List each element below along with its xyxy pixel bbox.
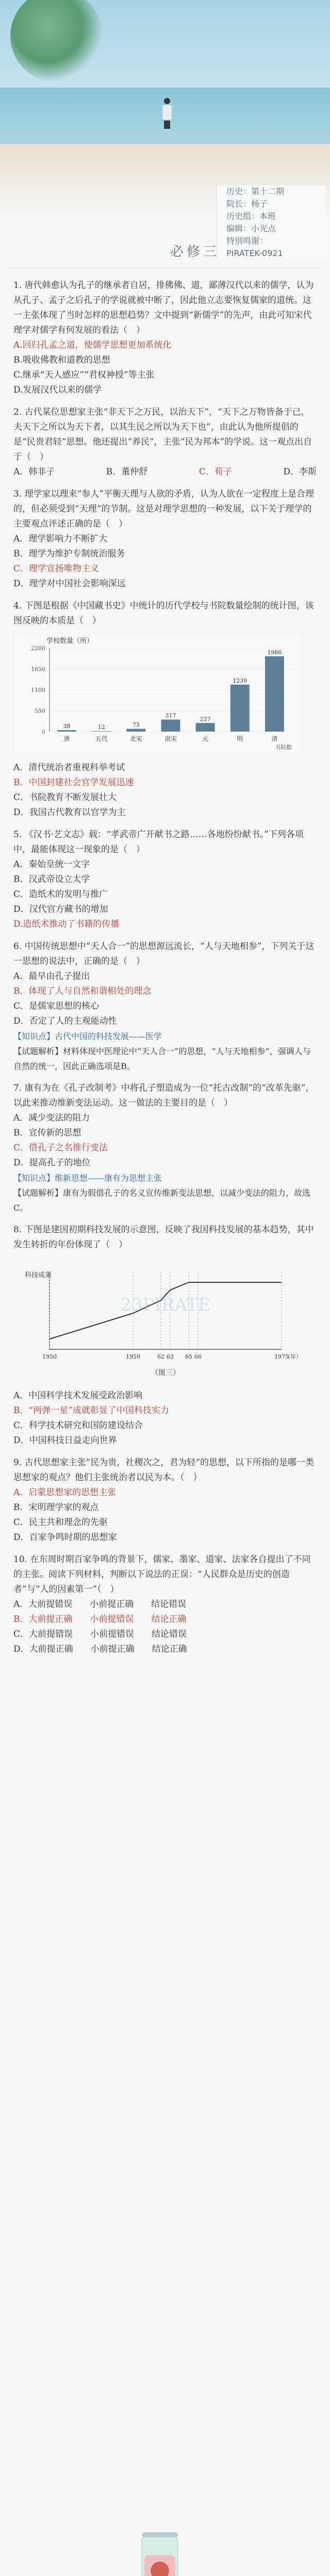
meta-row: 特别鸣谢： <box>226 236 268 246</box>
x-tick-label: 1950 <box>42 1353 57 1360</box>
answer-option: D．否定了人的主观能动性 <box>13 1016 117 1026</box>
question-stem <box>13 1223 317 1252</box>
question-number: 2. <box>13 407 22 417</box>
x-tick-label: 元 <box>202 735 209 742</box>
answer-option: D．理学对中国社会影响深远 <box>13 579 126 589</box>
knowledge-point: 【知识点】维新思想——康有为思想主张 <box>13 1173 162 1183</box>
knowledge-point: 【知识点】古代中国的科技发展——医学 <box>13 1031 162 1041</box>
bar <box>57 730 76 732</box>
question-text: 理学家以理来“参人”平衡天理与人欲的矛盾，认为人欲在一定程度上是合理的，但必须受到“天理”的节制。这是对理学思想的一种发展，以下关于理学的主要观点评述正确的是（ ） <box>13 489 315 529</box>
answer-option: B．“两弹一星”成就彰显了中国科技实力 <box>13 1405 169 1416</box>
issue-meta <box>217 185 325 258</box>
section-title: 必修三 <box>170 244 220 260</box>
questions-content <box>13 278 317 1664</box>
meta-row: PIRATEK-0921 <box>226 248 283 258</box>
question-text: 古代某位思想家主张“非天下之万民，以治天下”，“天下之万物皆备于己，夫天下之所以为天下者，以其生民之所以为天下也”，由此认为他所提倡的是“民贵君轻”思想。他还提出“养民”，主张“民为邦本”的学说。这一观点出自于（ ） <box>13 407 312 462</box>
answer-option: B．宋明理学家的观点 <box>13 1502 99 1513</box>
chart-frame <box>13 634 302 752</box>
bar <box>126 729 145 732</box>
bar <box>230 685 250 732</box>
answer-option: A．清代统治者重视科举考试 <box>13 762 125 773</box>
bar-value-label: 1986 <box>267 649 282 656</box>
answer-option: B.吸收佛教和道教的思想 <box>13 355 110 365</box>
answer-option: B．大前提正确 小前提错误 结论正确 <box>13 1614 187 1624</box>
answer-option: D．中国科技日益走向世界 <box>13 1435 117 1446</box>
x-tick-label: 五代 <box>95 735 108 742</box>
y-tick-label: 2200 <box>31 645 45 652</box>
question-number: 4. <box>13 601 22 611</box>
line-chart-svg <box>13 1257 302 1380</box>
question-text: 下图是根据《中国藏书史》中统计的历代学校与书院数量绘制的统计图，该图反映的本质是（ ） <box>13 601 314 626</box>
answer-option: D．我国古代教育以官学为主 <box>13 807 126 818</box>
question-number: 9. <box>13 1458 22 1468</box>
question-4 <box>13 599 317 820</box>
answer-option: C．民主共和理念的先驱 <box>13 1517 108 1528</box>
x-tick-label: 65 <box>185 1353 192 1360</box>
question-text: 康有为在《孔子改制考》中将孔子塑造成为一位“托古改制”的“改革先驱”，以此来推动维新变法运动。这一做法的主要目的是（ ） <box>13 1083 315 1108</box>
meta-row: 编辑：小光点 <box>226 224 276 233</box>
x-tick-label: 南宋 <box>164 735 177 742</box>
bar-value-label: 227 <box>200 716 211 723</box>
question-number: 8. <box>13 1225 22 1235</box>
series-label: 书院数 <box>275 744 292 751</box>
question-stem <box>13 278 317 338</box>
answer-option: A．秦始皇统一文字 <box>13 859 90 870</box>
answer-option: B．体现了人与自然和谐相处的理念 <box>13 986 152 996</box>
figure-caption: （图三） <box>151 1369 180 1377</box>
question-1 <box>13 278 317 398</box>
x-unit-label: （年） <box>285 1353 302 1360</box>
answer-option: D．百家争鸣时期的思想家 <box>13 1532 117 1543</box>
question-stem <box>13 487 317 532</box>
line-chart <box>13 1257 317 1385</box>
question-number: 6. <box>13 941 22 952</box>
bar <box>196 723 215 732</box>
question-text: 《汉书·艺文志》载：“孝武帝广开献书之路……各地纷纷献书。”下列各项中，最能体现这一现象的是（ ） <box>13 829 304 855</box>
question-8 <box>13 1223 317 1448</box>
question-text: 唐代韩愈认为孔子的继承者自居，排佛佛、道，鄙薄汉代以来的儒学，认为从孔子、孟子之后孔子的学说就被中断了，因此他立志要恢复儒家的道统。这一主张体现了当时怎样的思想趋势？文中提到“新儒学”的先声，由此可知宋代理学对儒学有何发展的看法（ ） <box>13 280 314 335</box>
answer-option: C．科学技术研究和国防建设结合 <box>13 1420 143 1431</box>
answer-option: D．大前提正确 小前提正确 结论正确 <box>13 1644 187 1654</box>
bar-value-label: 38 <box>63 723 71 730</box>
question-5 <box>13 827 317 932</box>
y-tick-label: 1100 <box>31 687 45 693</box>
x-tick-label: 明 <box>237 735 243 742</box>
answer-note: D.造纸术推动了书籍的传播 <box>13 919 120 929</box>
x-tick-label: 62 <box>157 1353 164 1360</box>
bar-chart-svg <box>13 634 302 752</box>
analysis-text: 【试题解析】康有为假借孔子的名义宣传维新变法思想，以减少变法的阻力，故选C。 <box>13 1188 311 1213</box>
answer-option: C．造纸术的发明与推广 <box>13 889 108 900</box>
answer-option: C．理学宣扬唯物主义 <box>13 564 100 574</box>
bar <box>265 656 284 732</box>
question-stem <box>13 827 317 857</box>
answer-option: C．荀子 <box>199 467 232 477</box>
answer-option: B．董仲舒 <box>106 467 148 477</box>
question-2 <box>13 405 317 480</box>
question-text: 中国传统思想中“天人合一”的思想源远流长，“人与天地相参”，下列关于这一思想的说法中，正确的是（ ） <box>13 941 315 967</box>
palm-tree-illustration <box>10 0 103 82</box>
answer-option: C．大前提错误 小前提错误 结论错误 <box>13 1629 187 1639</box>
question-9 <box>13 1455 317 1545</box>
x-tick-label: 1959 <box>126 1353 140 1360</box>
answer-option: B．理学为维护专制统治服务 <box>13 549 125 559</box>
meta-row: 院长：杨子 <box>226 199 268 209</box>
question-stem <box>13 405 317 465</box>
question-stem <box>13 939 317 969</box>
question-number: 10. <box>13 1554 28 1565</box>
answer-option: A．理学影响力不断扩大 <box>13 534 108 544</box>
x-tick-label: 清 <box>271 735 278 742</box>
x-tick-label: 1975 <box>274 1353 289 1360</box>
bar <box>92 731 111 732</box>
answer-option: D.发展汉代以来的儒学 <box>13 385 102 395</box>
analysis-text: 【试题解析】材料体现中医理论中“天人合一”的思想，“人与天地相参”，强调人与自然的统一，因此正确选项是B。 <box>13 1046 311 1071</box>
question-text: 古代思想家主张“民为贵，社稷次之，君为轻”的思想，以下所指的是哪一类思想家的观点？他们主张统治者以民为本。（ ） <box>13 1458 315 1483</box>
drink-can-illustration <box>129 2524 191 2576</box>
answer-option: B．中国封建社会官学发展迅速 <box>13 777 134 788</box>
question-number: 3. <box>13 489 22 499</box>
bar-value-label: 12 <box>97 724 105 731</box>
answer-option: A．韩非子 <box>13 467 55 477</box>
meta-row: 历史：第十二期 <box>226 187 285 196</box>
y-tick-label: 0 <box>42 728 45 735</box>
y-tick-label: 550 <box>35 707 45 715</box>
answer-option: D．提高孔子的地位 <box>13 1158 91 1168</box>
answer-option: A．最早由孔子提出 <box>13 971 90 981</box>
question-stem <box>13 1455 317 1485</box>
answer-option: A．减少变法的阻力 <box>13 1113 90 1123</box>
answer-option: D．李斯 <box>283 467 317 477</box>
header-banner <box>0 0 330 216</box>
question-stem <box>13 1552 317 1597</box>
x-tick-label: 唐 <box>63 735 70 742</box>
answer-option: A.回归孔孟之道，使儒学思想更加系统化 <box>13 340 172 350</box>
chart-title: 学校数量（所） <box>46 637 94 645</box>
answer-option: C．是儒家思想的核心 <box>13 1001 100 1011</box>
x-tick-label: 北宋 <box>129 735 142 742</box>
question-6 <box>13 939 317 1074</box>
watermark-text: 23PIRATE <box>120 1295 211 1315</box>
x-tick-label: 63 <box>167 1353 174 1360</box>
question-number: 1. <box>13 280 22 291</box>
y-tick-label: 1650 <box>31 666 45 673</box>
chart-title: 科技成果 <box>25 1272 52 1279</box>
question-stem <box>13 599 317 629</box>
bar-value-label: 317 <box>165 712 176 719</box>
answer-option: C.继承“天人感应”“君权神授”等主张 <box>13 370 155 380</box>
answer-option: B．宣传新的思想 <box>13 1128 81 1138</box>
question-text: 在东周时期百家争鸣的背景下，儒家、墨家、道家、法家各自提出了不同的主张。阅读下列材料，判断以下说法的正误：“人民群众是历史的创造者”与“人的因素第一”（ ） <box>13 1554 311 1595</box>
answer-option: A．启蒙思想家的思想主张 <box>13 1487 117 1498</box>
bar-chart <box>13 634 317 757</box>
question-number: 7. <box>13 1083 22 1093</box>
question-stem <box>13 1081 317 1111</box>
answer-option: A．中国科学技术发展受政治影响 <box>13 1391 143 1401</box>
question-3 <box>13 487 317 591</box>
answer-option: C．借孔子之名推行变法 <box>13 1143 108 1153</box>
bar-value-label: 73 <box>132 721 140 728</box>
x-tick-label: 66 <box>194 1353 202 1360</box>
meta-row: 历史组：本班 <box>226 211 276 221</box>
drink-can-icon <box>129 2524 191 2576</box>
question-10 <box>13 1552 317 1657</box>
person-illustration <box>162 98 172 129</box>
answer-options-row <box>13 465 317 480</box>
question-7 <box>13 1081 317 1215</box>
question-number: 5. <box>13 829 22 840</box>
bar <box>161 720 180 732</box>
answer-option: A．大前提错误 小前提正确 结论错误 <box>13 1599 187 1609</box>
bar-value-label: 1239 <box>233 677 248 684</box>
answer-option: D．汉代官方藏书的增加 <box>13 904 108 914</box>
answer-option: C．书院教育不断发展壮大 <box>13 792 117 803</box>
question-text: 下图是建国初期科技发展的示意图，反映了我国科技发展的基本趋势，其中发生转折的年份体现了（ ） <box>13 1225 314 1250</box>
answer-option: B．汉武帝设立太学 <box>13 874 90 885</box>
